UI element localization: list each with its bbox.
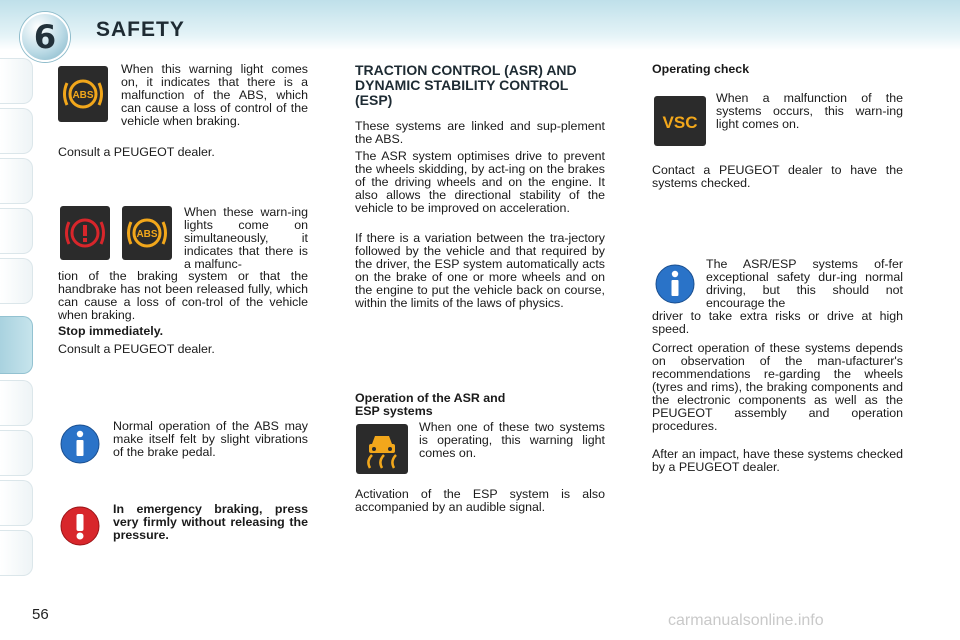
abs-info-text: Normal operation of the ABS may make itself felt by slight vibrations of the brake pedal. [113,419,308,459]
operation-text: When one of these two systems is operating, this warning light comes on. [419,420,605,460]
chapter-tab-1[interactable] [0,58,33,104]
esp-skid-warning-light-icon [356,424,408,474]
chapter-tab-10[interactable] [0,530,33,576]
abs-light-text: When this warning light comes on, it indicates that there is a malfunction of the ABS, which can cause a loss of control of the vehicle when braking. [121,62,308,128]
chapter-tab-9[interactable] [0,480,33,526]
chapter-tab-4[interactable] [0,208,33,254]
brake-abs-text-top: When these warn-ing lights come on simultaneously, it indicates that there is a malfunc- [184,205,308,271]
operation-heading: Operation of the ASR and ESP systems [355,391,506,418]
vsc-warning-light-icon [654,96,706,146]
asr-esp-p1: These systems are linked and sup-plement the ABS. [355,119,605,146]
chapter-tab-7[interactable] [0,380,33,426]
chapter-tab-8[interactable] [0,430,33,476]
brake-abs-text-bottom: tion of the braking system or that the handbrake has not been released fully, which can cause a loss of con-trol of the vehicle when braking. [58,269,308,322]
brake-warning-light-icon [60,206,110,260]
chapter-tabs [0,58,34,578]
stop-immediately: Stop immediately. [58,324,164,338]
info-text-top: The ASR/ESP systems of-fer exceptional safety dur-ing normal driving, but this should not encourage the [706,257,903,310]
info-icon-2 [655,264,695,304]
chapter-badge: 6 [20,12,70,62]
operating-check-heading: Operating check [652,62,750,76]
svg-text:ABS: ABS [72,90,94,101]
emergency-braking-text: In emergency braking, press very firmly without releasing the pressure. [113,502,308,542]
contact-dealer-text: Contact a PEUGEOT dealer to have the systems checked. [652,163,903,190]
info-icon [60,424,100,464]
asr-esp-p3: If there is a variation between the tra-jectory followed by the vehicle and that required by the driver, the ESP system automatically acts on the brake of one or more wheels and on the engine to put the vehicle back on course, within the limits of the laws of physics. [355,231,605,310]
info-text-bottom: driver to take extra risks or drive at high speed. [652,309,903,336]
warning-exclamation-icon [60,506,100,546]
abs-consult-text: Consult a PEUGEOT dealer. [58,145,215,159]
abs-warning-light-icon-2 [122,206,172,260]
operating-check-text: When a malfunction of the systems occurs, this warn-ing light comes on. [716,91,903,131]
watermark: carmanualsonline.info [668,612,824,629]
section-heading-asr-esp: TRACTION CONTROL (ASR) AND DYNAMIC STABILITY CONTROL (ESP) [355,62,577,108]
brake-consult-text: Consult a PEUGEOT dealer. [58,342,215,356]
after-impact-text: After an impact, have these systems checked by a PEUGEOT dealer. [652,447,903,474]
audible-signal-text: Activation of the ESP system is also accompanied by an audible signal. [355,487,605,514]
correct-operation-text: Correct operation of these systems depends on observation of the man-ufacturer's recommendations re-garding the wheels (tyres and rims), the braking components and the electronic components as well as the PEUGEOT assembly and operation procedures. [652,341,903,433]
page-title: SAFETY [96,18,185,41]
svg-text:ABS: ABS [136,229,158,240]
chapter-tab-5[interactable] [0,258,33,304]
asr-esp-p2: The ASR system optimises drive to prevent the wheels skidding, by act-ing on the brakes of the driving wheels and on the engine. It also allows the directional stability of the vehicle to be improved on acceleration. [355,149,605,215]
svg-text:VSC: VSC [662,113,698,132]
chapter-tab-3[interactable] [0,158,33,204]
page-number: 56 [32,606,49,623]
chapter-tab-2[interactable] [0,108,33,154]
chapter-tab-6-active[interactable] [0,316,33,374]
abs-warning-light-icon [58,66,108,122]
